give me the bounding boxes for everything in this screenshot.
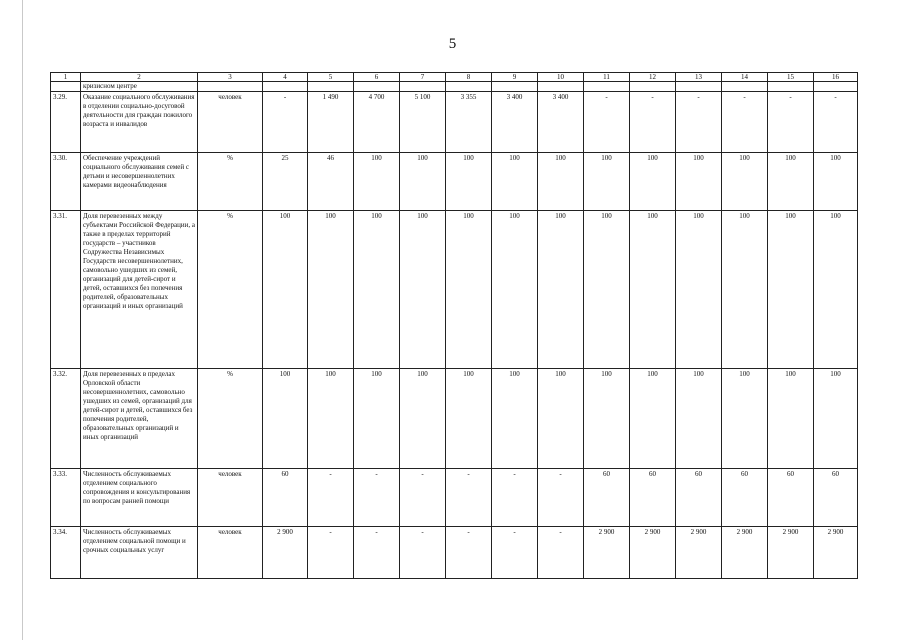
value-cell: 60 (584, 469, 630, 527)
value-cell: - (630, 92, 676, 153)
column-number: 16 (814, 73, 858, 82)
value-cell: 100 (263, 369, 308, 469)
value-cell: 100 (354, 153, 400, 211)
value-cell: - (446, 469, 492, 527)
value-cell: 100 (722, 153, 768, 211)
indicators-table (50, 72, 858, 579)
value-cell: - (722, 92, 768, 153)
value-cell: 2 900 (768, 527, 814, 579)
value-cell: 100 (446, 369, 492, 469)
value-cell: 100 (814, 153, 858, 211)
row-number-cell (51, 82, 81, 92)
indicator-name-cell: Численность обслуживаемых отделением социальной помощи и срочных социальных услуг (81, 527, 198, 579)
value-cell: - (492, 469, 538, 527)
value-cell: 100 (263, 211, 308, 369)
unit-cell: % (198, 211, 263, 369)
table-row (51, 527, 858, 579)
indicator-name-cell: Численность обслуживаемых отделением социального сопровождения и консультирования по вопросам ранней помощи (81, 469, 198, 527)
value-cell: 100 (584, 211, 630, 369)
indicator-name-cell: Оказание социального обслуживания в отделении социально-досуговой деятельности для граждан пожилого возраста и инвалидов (81, 92, 198, 153)
value-cell: 2 900 (584, 527, 630, 579)
value-cell: - (584, 92, 630, 153)
indicator-name-cell: Доля перевезенных между субъектами Российской Федерации, а также в пределах территорий государств – участников Содружества Независимых Государств несовершеннолетних, самовольно ушедших из семей, организаций для детей-сирот и детей, оставшихся без попечения родителей, образовательных организаций и иных организаций (81, 211, 198, 369)
value-cell: 100 (446, 211, 492, 369)
value-cell: - (814, 92, 858, 153)
value-cell: - (768, 92, 814, 153)
continuation-row (51, 82, 858, 92)
row-number-cell: 3.30. (51, 153, 81, 211)
table-row (51, 153, 858, 211)
column-number: 8 (446, 73, 492, 82)
value-cell: 100 (814, 369, 858, 469)
page-number: 5 (448, 36, 457, 52)
value-cell: 60 (263, 469, 308, 527)
value-cell: - (400, 469, 446, 527)
value-cell: 100 (400, 153, 446, 211)
unit-cell: человек (198, 527, 263, 579)
value-cell: 2 900 (263, 527, 308, 579)
value-cell: 3 400 (538, 92, 584, 153)
column-number: 9 (492, 73, 538, 82)
row-number-cell: 3.32. (51, 369, 81, 469)
value-cell: 1 490 (308, 92, 354, 153)
value-cell: 2 900 (676, 527, 722, 579)
value-cell: 100 (538, 211, 584, 369)
value-cell: 2 900 (814, 527, 858, 579)
value-cell: 100 (676, 153, 722, 211)
value-cell: 100 (492, 369, 538, 469)
column-number: 2 (81, 73, 198, 82)
value-cell: 100 (446, 153, 492, 211)
column-number: 4 (263, 73, 308, 82)
value-cell: 100 (400, 211, 446, 369)
continuation-text: кризисном центре (81, 82, 198, 92)
value-cell: 100 (814, 211, 858, 369)
value-cell: - (492, 527, 538, 579)
indicator-name-cell: Обеспечение учреждений социального обслуживания семей с детьми и несовершеннолетних камерами видеонаблюдения (81, 153, 198, 211)
value-cell: 100 (768, 153, 814, 211)
value-cell: 100 (722, 369, 768, 469)
value-cell: 100 (676, 369, 722, 469)
value-cell: 100 (630, 369, 676, 469)
column-number: 6 (354, 73, 400, 82)
value-cell: 60 (722, 469, 768, 527)
table-row (51, 211, 858, 369)
value-cell: 25 (263, 153, 308, 211)
value-cell: 60 (676, 469, 722, 527)
value-cell: - (446, 527, 492, 579)
value-cell: 46 (308, 153, 354, 211)
row-number-cell: 3.31. (51, 211, 81, 369)
value-cell: - (676, 92, 722, 153)
value-cell: - (400, 527, 446, 579)
column-number: 11 (584, 73, 630, 82)
value-cell: 100 (538, 153, 584, 211)
unit-cell: человек (198, 469, 263, 527)
column-number: 14 (722, 73, 768, 82)
value-cell: - (538, 527, 584, 579)
column-number: 1 (51, 73, 81, 82)
indicator-name-cell: Доля перевезенных в пределах Орловской области несовершеннолетних, самовольно ушедших из семей, организаций для детей-сирот и детей, оставшихся без попечения родителей, образовательных организаций и иных организаций (81, 369, 198, 469)
column-number: 15 (768, 73, 814, 82)
value-cell: 100 (492, 211, 538, 369)
value-cell: - (354, 527, 400, 579)
value-cell: 60 (768, 469, 814, 527)
value-cell: 2 900 (722, 527, 768, 579)
value-cell: 100 (584, 369, 630, 469)
value-cell: 60 (630, 469, 676, 527)
column-number: 5 (308, 73, 354, 82)
table-row (51, 92, 858, 153)
unit-cell: человек (198, 92, 263, 153)
value-cell: 100 (630, 211, 676, 369)
value-cell: 4 700 (354, 92, 400, 153)
value-cell: - (308, 469, 354, 527)
value-cell: - (538, 469, 584, 527)
value-cell: 100 (676, 211, 722, 369)
value-cell: 100 (354, 369, 400, 469)
page-edge-line (22, 0, 23, 640)
value-cell: - (354, 469, 400, 527)
value-cell: 100 (308, 211, 354, 369)
table-row (51, 469, 858, 527)
value-cell: 100 (722, 211, 768, 369)
value-cell: 2 900 (630, 527, 676, 579)
column-number: 12 (630, 73, 676, 82)
column-number: 3 (198, 73, 263, 82)
column-number: 7 (400, 73, 446, 82)
value-cell: 100 (584, 153, 630, 211)
value-cell: - (308, 527, 354, 579)
row-number-cell: 3.34. (51, 527, 81, 579)
value-cell: 100 (354, 211, 400, 369)
column-number-row (51, 73, 858, 82)
value-cell: 5 100 (400, 92, 446, 153)
value-cell: 3 400 (492, 92, 538, 153)
value-cell: 60 (814, 469, 858, 527)
value-cell: 100 (630, 153, 676, 211)
value-cell: 100 (768, 369, 814, 469)
value-cell: 100 (538, 369, 584, 469)
unit-cell: % (198, 369, 263, 469)
value-cell: 100 (492, 153, 538, 211)
value-cell: 100 (768, 211, 814, 369)
value-cell: 100 (400, 369, 446, 469)
row-number-cell: 3.33. (51, 469, 81, 527)
unit-cell: % (198, 153, 263, 211)
value-cell: 3 355 (446, 92, 492, 153)
table-row (51, 369, 858, 469)
value-cell: 100 (308, 369, 354, 469)
table-body (51, 73, 858, 579)
column-number: 10 (538, 73, 584, 82)
row-number-cell: 3.29. (51, 92, 81, 153)
value-cell: - (263, 92, 308, 153)
column-number: 13 (676, 73, 722, 82)
